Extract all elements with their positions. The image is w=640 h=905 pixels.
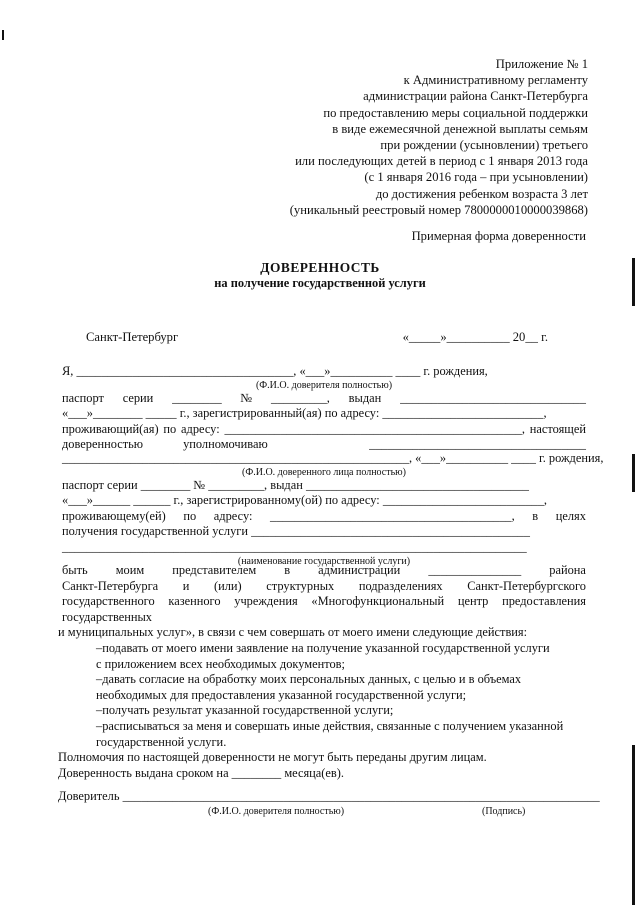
service-purpose-line: получения государственной услуги _____________________________________________ (62, 524, 530, 539)
appendix-line: по предоставлению меры социальной поддержки (323, 105, 588, 120)
appendix-line: при рождении (усыновлении) третьего (380, 138, 588, 153)
attorney-section (62, 451, 604, 567)
powers-section (58, 563, 586, 781)
representative-line-4: государственных (62, 609, 153, 624)
scan-edge-mark (2, 30, 4, 40)
representative-line-2: Санкт-Петербурга и (или) структурных подразделениях Санкт-Петербургского (62, 578, 586, 593)
grantor-section (62, 364, 586, 453)
signature-row (58, 789, 600, 805)
service-blank-line: ___________________________________________________________________________ (62, 539, 527, 554)
action-item-cont: необходимых для предоставления указанной государственной услуги; (96, 687, 467, 702)
signature-name-caption: (Ф.И.О. доверителя полностью) (208, 806, 345, 817)
service-name-caption: (наименование государственной услуги) (237, 555, 411, 567)
appendix-line: (с 1 января 2016 года – при усыновлении) (364, 170, 588, 185)
attorney-residing-line: проживающему(ей) по адресу: _______________________________________, в целях (62, 508, 586, 523)
grantor-residing-line: проживающий(ая) по адресу: ________________________________________________, настоящей (62, 421, 586, 436)
date-field: «_____»__________ 20__ г. (402, 330, 548, 344)
representative-line-1: быть моим представителем в администрации _______________ района (62, 563, 586, 577)
term-clause: Доверенность выдана сроком на ________ месяца(ев). (58, 765, 345, 780)
appendix-line: в виде ежемесячной денежной выплаты семьям (332, 121, 588, 136)
action-item: –получать результат указанной государственной услуги; (96, 703, 394, 718)
grantor-authorize-line: доверенностью уполномочиваю ___________________________________ (62, 437, 586, 452)
place-date-row (86, 330, 548, 346)
signature-label: Доверитель (58, 789, 120, 803)
appendix-line: Приложение № 1 (495, 57, 588, 71)
appendix-line: или последующих детей в период с 1 января 2013 года (295, 154, 588, 169)
representative-line-3: государственного казенного учреждения «Многофункциональный центр предоставления (62, 594, 586, 609)
document-subtitle: на получение государственной услуги (214, 276, 426, 290)
no-transfer-clause: Полномочия по настоящей доверенности не могут быть переданы другим лицам. (58, 750, 487, 765)
attorney-issued-line: «___»______ ______ г., зарегистрированному(ой) по адресу: __________________________, (62, 493, 548, 508)
appendix-line: до достижения ребенком возраста 3 лет (375, 186, 588, 201)
signature-sign-caption: (Подпись) (482, 806, 526, 817)
appendix-line: администрации района Санкт-Петербурга (363, 89, 588, 104)
grantor-name-line: Я, ___________________________________, «___»__________ ____ г. рождения, (62, 364, 488, 378)
action-item-cont: с приложением всех необходимых документов; (96, 656, 345, 671)
sample-form-label: Примерная форма доверенности (411, 229, 586, 243)
attorney-name-line: ________________________________________________________, «___»__________ ____ г. рождения, (62, 451, 604, 465)
attorney-name-caption: (Ф.И.О. доверенного лица полностью) (242, 466, 406, 478)
actions-list (62, 641, 586, 750)
signature-line: _____________________________________________________________________________ (122, 789, 600, 803)
scan-edge-mark (632, 745, 635, 905)
representative-line-5: и муниципальных услуг», в связи с чем совершать от моего имени следующие действия: (58, 625, 528, 640)
action-item: –подавать от моего имени заявление на получение указанной государственной услуги (96, 640, 550, 655)
scan-edge-mark (632, 454, 635, 492)
action-item: –давать согласие на обработку моих персональных данных, с целью и в объемах (96, 672, 522, 687)
action-item: –расписываться за меня и совершать иные действия, связанные с получением указанной (96, 718, 564, 733)
appendix-line: к Административному регламенту (403, 73, 588, 88)
grantor-passport-line: паспорт серии ________ № _________, выдан ______________________________ (62, 390, 586, 405)
document-title: ДОВЕРЕННОСТЬ (260, 260, 380, 275)
attorney-passport-line: паспорт серии ________ № _________, выдан ____________________________________ (62, 477, 529, 492)
appendix-header (290, 56, 588, 218)
grantor-issued-line: «___»________ _____ г., зарегистрированный(ая) по адресу: __________________________, (62, 406, 547, 421)
action-item-cont: государственной услуги. (96, 734, 227, 749)
appendix-line: (уникальный реестровый номер 7800000010000039868) (289, 202, 588, 217)
city: Санкт-Петербург (86, 330, 179, 344)
grantor-name-caption: (Ф.И.О. доверителя полностью) (255, 379, 393, 391)
